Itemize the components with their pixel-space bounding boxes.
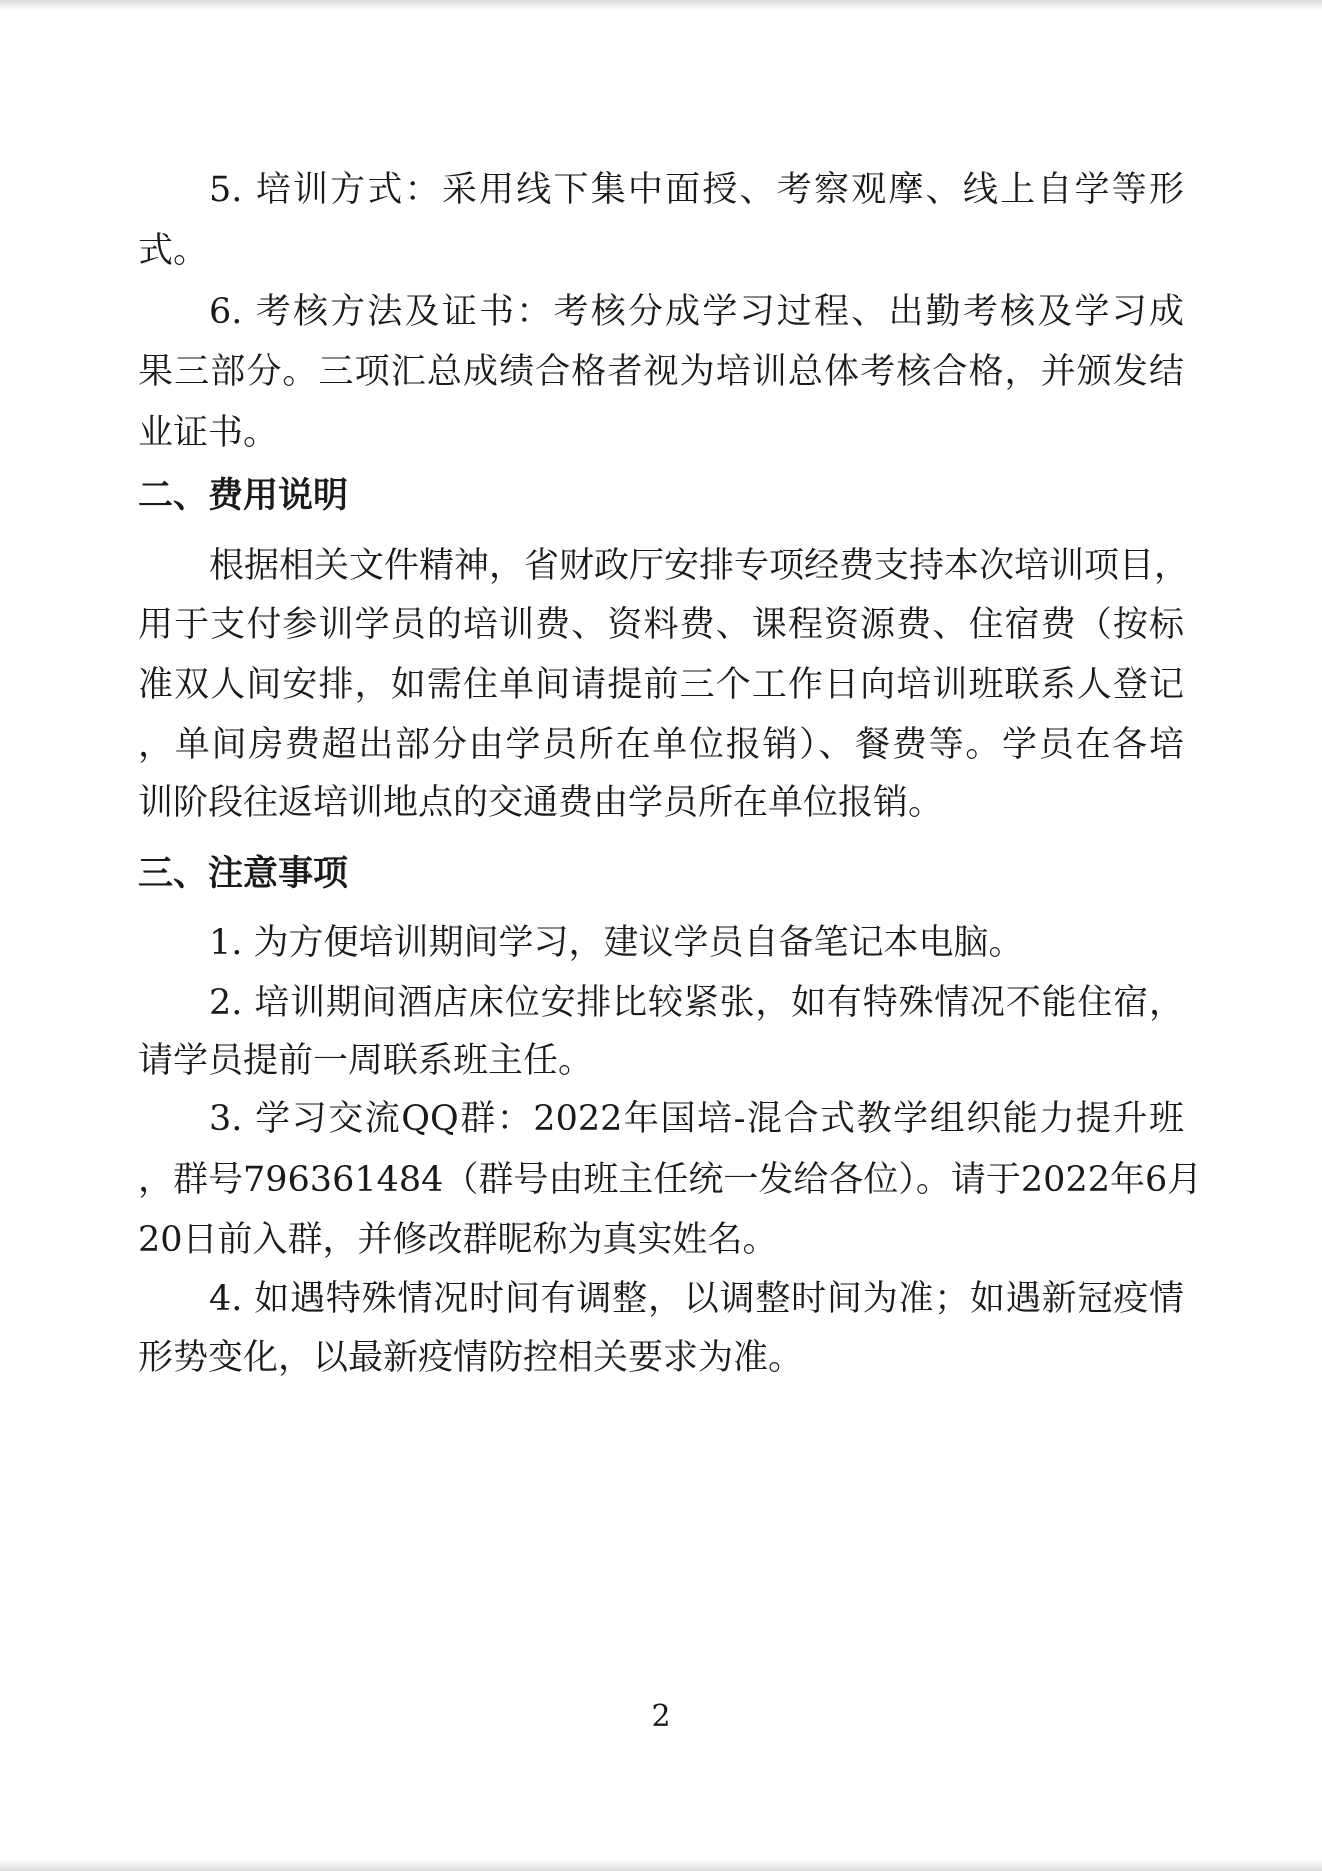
section2-heading: 二、费用说明 — [138, 476, 349, 516]
section2-line1: 根据相关文件精神，省财政厅安排专项经费支持本次培训项目， — [209, 546, 1190, 586]
section2-line2: 用于支付参训学员的培训费、资料费、课程资源费、住宿费（按标 — [138, 605, 1184, 645]
note1-line1: 1. 为方便培训期间学习，建议学员自备笔记本电脑。 — [209, 923, 1024, 963]
note3-line1: 3. 学习交流QQ群：2022年国培-混合式教学组织能力提升班 — [209, 1099, 1184, 1139]
scan-edge-top — [0, 0, 1322, 10]
section2-line5: 训阶段往返培训地点的交通费由学员所在单位报销。 — [138, 783, 944, 823]
section2-line3: 准双人间安排，如需住单间请提前三个工作日向培训班联系人登记 — [138, 665, 1184, 705]
section2-line4: ，单间房费超出部分由学员所在单位报销）、餐费等。学员在各培 — [138, 725, 1184, 765]
note2-line1: 2. 培训期间酒店床位安排比较紧张，如有特殊情况不能住宿， — [209, 983, 1184, 1023]
note4-line1: 4. 如遇特殊情况时间有调整，以调整时间为准；如遇新冠疫情 — [209, 1279, 1184, 1319]
scan-edge-bottom — [0, 1859, 1322, 1871]
page-number: 2 — [651, 1699, 671, 1734]
note4-line2: 形势变化，以最新疫情防控相关要求为准。 — [138, 1338, 804, 1378]
item5-line1: 5. 培训方式：采用线下集中面授、考察观摩、线上自学等形 — [209, 170, 1184, 210]
note3-line3: 20日前入群，并修改群昵称为真实姓名。 — [138, 1220, 778, 1260]
item6-line1: 6. 考核方法及证书：考核分成学习过程、出勤考核及学习成 — [209, 292, 1184, 332]
item5-line2: 式。 — [138, 231, 209, 271]
note2-line2: 请学员提前一周联系班主任。 — [138, 1041, 594, 1081]
item6-line3: 业证书。 — [138, 413, 279, 453]
item6-line2: 果三部分。三项汇总成绩合格者视为培训总体考核合格，并颁发结 — [138, 352, 1184, 392]
note3-line2: ，群号796361484（群号由班主任统一发给各位）。请于2022年6月 — [138, 1160, 1203, 1200]
section3-heading: 三、注意事项 — [138, 854, 349, 894]
